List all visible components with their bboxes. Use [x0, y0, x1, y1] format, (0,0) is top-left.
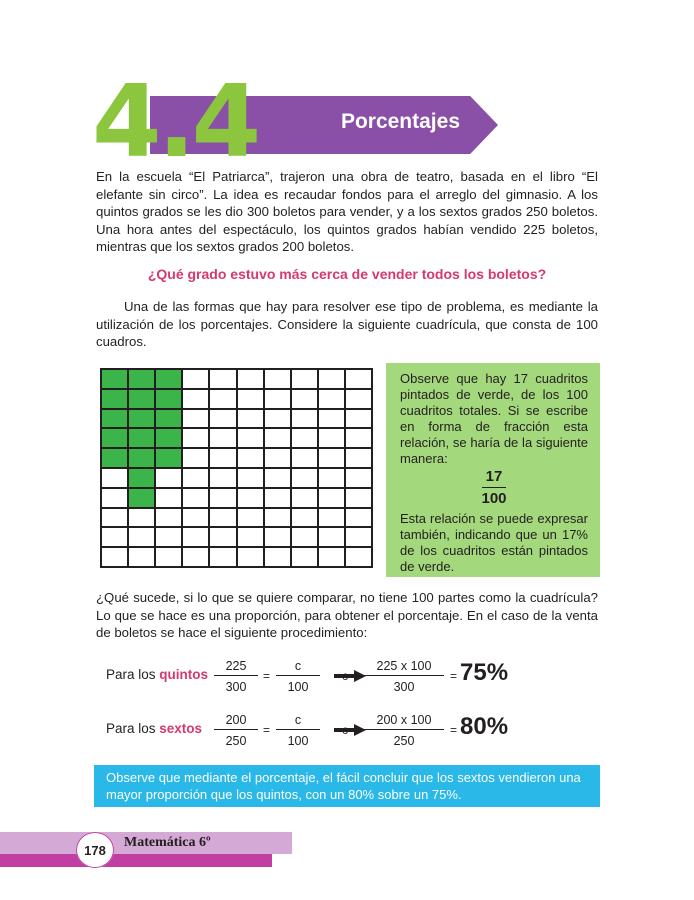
grid-cell [264, 488, 291, 508]
grid-cell-filled [155, 428, 182, 448]
fraction-2-num: c [276, 659, 320, 676]
question-heading: ¿Qué grado estuvo más cerca de vender todos los boletos? [147, 266, 547, 282]
grid-cell [264, 468, 291, 488]
fraction-3-den: 300 [393, 680, 415, 694]
grid-cell [345, 369, 372, 389]
fraction-1 [214, 713, 258, 748]
grid-cell-filled [128, 389, 155, 409]
grid-cell [318, 369, 345, 389]
grid-cell [345, 508, 372, 528]
page-number: 178 [76, 832, 114, 868]
grid-cell [182, 488, 209, 508]
grid-cell [209, 428, 236, 448]
grid-cell [318, 389, 345, 409]
footer-band-dark [0, 854, 272, 867]
grid-cell [318, 448, 345, 468]
fraction-explanation-box [386, 363, 600, 577]
grid-cell [182, 369, 209, 389]
box-text-2: Esta relación se puede expresar también, indicando que un 17% de los cuadritos están pintados de verde. [400, 511, 588, 574]
grid-cell [264, 369, 291, 389]
grid-cell-filled [101, 448, 128, 468]
equation-row-sextos [106, 713, 606, 758]
grid-cell [291, 547, 318, 567]
intro-paragraph: En la escuela “El Patriarca”, trajeron una obra de teatro, basada en el libro “El elefante sin circo”. La idea es recaudar fondos para el arreglo del gimnasio. A los quintos grados se les dio 300 boletos para vender, y a los sextos grados 250 boletos. Una hora antes del espectáculo, los quintos grados habían vendido 225 boletos, mientras que los sextos grados 200 boletos. [96, 169, 598, 255]
fraction-2-den: 100 [287, 734, 309, 748]
grid-cell [155, 527, 182, 547]
grid-cell [291, 369, 318, 389]
grid-cell [237, 448, 264, 468]
grid-cell [182, 547, 209, 567]
grid-cell [318, 488, 345, 508]
label-highlight: sextos [159, 721, 203, 736]
grid-cell [209, 468, 236, 488]
grid-cell [318, 508, 345, 528]
equation-label [106, 721, 202, 736]
grid-cell-filled [128, 468, 155, 488]
fraction-1 [214, 659, 258, 694]
grid-cell [264, 428, 291, 448]
grid-cell [182, 448, 209, 468]
grid-cell [291, 488, 318, 508]
grid-cell [209, 527, 236, 547]
grid-cell-filled [128, 369, 155, 389]
c-equals: c = [342, 723, 359, 737]
grid-cell-filled [155, 409, 182, 429]
fraction-2-num: c [276, 713, 320, 730]
grid-cell [345, 389, 372, 409]
fraction-1-num: 200 [214, 713, 258, 730]
fraction-3-num: 200 x 100 [364, 713, 444, 730]
grid-cell [318, 428, 345, 448]
grid-cell [318, 468, 345, 488]
comparison-paragraph: ¿Qué sucede, si lo que se quiere comparar, no tiene 100 partes como la cuadrícula? Lo que se hace es una proporción, para obtener el porcentaje. En el caso de la venta de boletos se hace el siguiente procedimiento: [96, 590, 598, 641]
grid-cell-filled [101, 369, 128, 389]
grid-cell [182, 409, 209, 429]
grid-cell [318, 527, 345, 547]
fraction-3 [364, 659, 444, 694]
grid-cell [291, 389, 318, 409]
grid-cell [128, 547, 155, 567]
grid-cell [345, 409, 372, 429]
section-number: 4.4 [92, 63, 258, 180]
grid-cell-filled [101, 428, 128, 448]
result-percent: 80% [460, 713, 509, 740]
label-prefix: Para los [106, 721, 160, 736]
grid-cell [345, 468, 372, 488]
grid-cell [155, 547, 182, 567]
grid-cell [182, 508, 209, 528]
grid-cell [264, 527, 291, 547]
fraction-1-den: 250 [225, 734, 247, 748]
grid-cell [237, 488, 264, 508]
equals-sign: = [263, 723, 271, 737]
grid-cell [318, 409, 345, 429]
grid-cell [182, 389, 209, 409]
hundred-grid [100, 368, 373, 568]
grid-cell [237, 527, 264, 547]
grid-cell [209, 448, 236, 468]
grid-cell [237, 428, 264, 448]
grid-cell [209, 389, 236, 409]
grid-cell-filled [101, 389, 128, 409]
grid-cell-filled [128, 488, 155, 508]
equals-sign-2: = [450, 723, 458, 737]
grid-cell [155, 468, 182, 488]
label-prefix: Para los [106, 667, 160, 682]
grid-cell [237, 547, 264, 567]
grid-cell [182, 428, 209, 448]
grid-cell [182, 527, 209, 547]
grid-cell [101, 527, 128, 547]
fraction-3-num: 225 x 100 [364, 659, 444, 676]
grid-cell [264, 409, 291, 429]
section-title: Porcentajes [340, 110, 460, 133]
grid-cell [209, 508, 236, 528]
grid-cell [345, 428, 372, 448]
box-text-1: Observe que hay 17 cuadritos pintados de verde, de los 100 cuadritos totales. Si se escribe en forma de fracción esta relación, se haría de la siguiente manera: [400, 371, 588, 466]
grid-cell [237, 369, 264, 389]
grid-cell-filled [128, 409, 155, 429]
grid-cell-filled [128, 428, 155, 448]
fraction-denominator: 100 [481, 490, 507, 507]
grid-cell [291, 508, 318, 528]
equals-sign-2: = [450, 669, 458, 683]
grid-cell [155, 488, 182, 508]
grid-cell [345, 527, 372, 547]
grid-cell-filled [155, 389, 182, 409]
grid-cell [101, 508, 128, 528]
grid-cell-filled [155, 369, 182, 389]
grid-cell [101, 547, 128, 567]
grid-cell [291, 409, 318, 429]
grid-cell [209, 488, 236, 508]
grid-cell-filled [101, 409, 128, 429]
method-paragraph: Una de las formas que hay para resolver ese tipo de problema, es mediante la utilización de los porcentajes. Considere la siguiente cuadrícula, que consta de 100 cuadros. [96, 299, 598, 350]
label-highlight: quintos [159, 667, 209, 682]
grid-cell [345, 448, 372, 468]
fraction-numerator: 17 [482, 469, 507, 488]
c-equals: c = [342, 669, 359, 683]
grid-cell-filled [155, 448, 182, 468]
book-title: Matemática 6º [124, 835, 211, 850]
grid-cell [345, 547, 372, 567]
grid-cell [128, 527, 155, 547]
grid-cell [101, 488, 128, 508]
grid-cell [182, 468, 209, 488]
grid-cell [264, 389, 291, 409]
grid-cell [209, 409, 236, 429]
grid-cell [264, 508, 291, 528]
fraction-2 [276, 713, 320, 748]
fraction-17-100 [400, 469, 588, 507]
grid-cell [264, 448, 291, 468]
grid-cell [264, 547, 291, 567]
grid-cell [128, 508, 155, 528]
grid-cell [291, 448, 318, 468]
grid-cell [155, 508, 182, 528]
fraction-3 [364, 713, 444, 748]
equals-sign: = [263, 669, 271, 683]
grid-cell [291, 428, 318, 448]
grid-cell-filled [128, 448, 155, 468]
grid-cell [209, 369, 236, 389]
fraction-2-den: 100 [287, 680, 309, 694]
conclusion-box: Observe que mediante el porcentaje, el fácil concluir que los sextos vendieron una mayor proporción que los quintos, con un 80% sobre un 75%. [94, 765, 600, 807]
grid-cell [237, 409, 264, 429]
grid-cell [237, 389, 264, 409]
grid-cell [209, 547, 236, 567]
equation-row-quintos [106, 659, 606, 704]
grid-cell [318, 547, 345, 567]
grid-cell [291, 527, 318, 547]
fraction-1-num: 225 [214, 659, 258, 676]
fraction-1-den: 300 [225, 680, 247, 694]
equation-label [106, 667, 208, 682]
grid-cell [237, 468, 264, 488]
result-percent: 75% [460, 659, 509, 686]
grid-cell [345, 488, 372, 508]
fraction-3-den: 250 [393, 734, 415, 748]
fraction-2 [276, 659, 320, 694]
grid-cell [291, 468, 318, 488]
grid-cell [237, 508, 264, 528]
grid-cell [101, 468, 128, 488]
